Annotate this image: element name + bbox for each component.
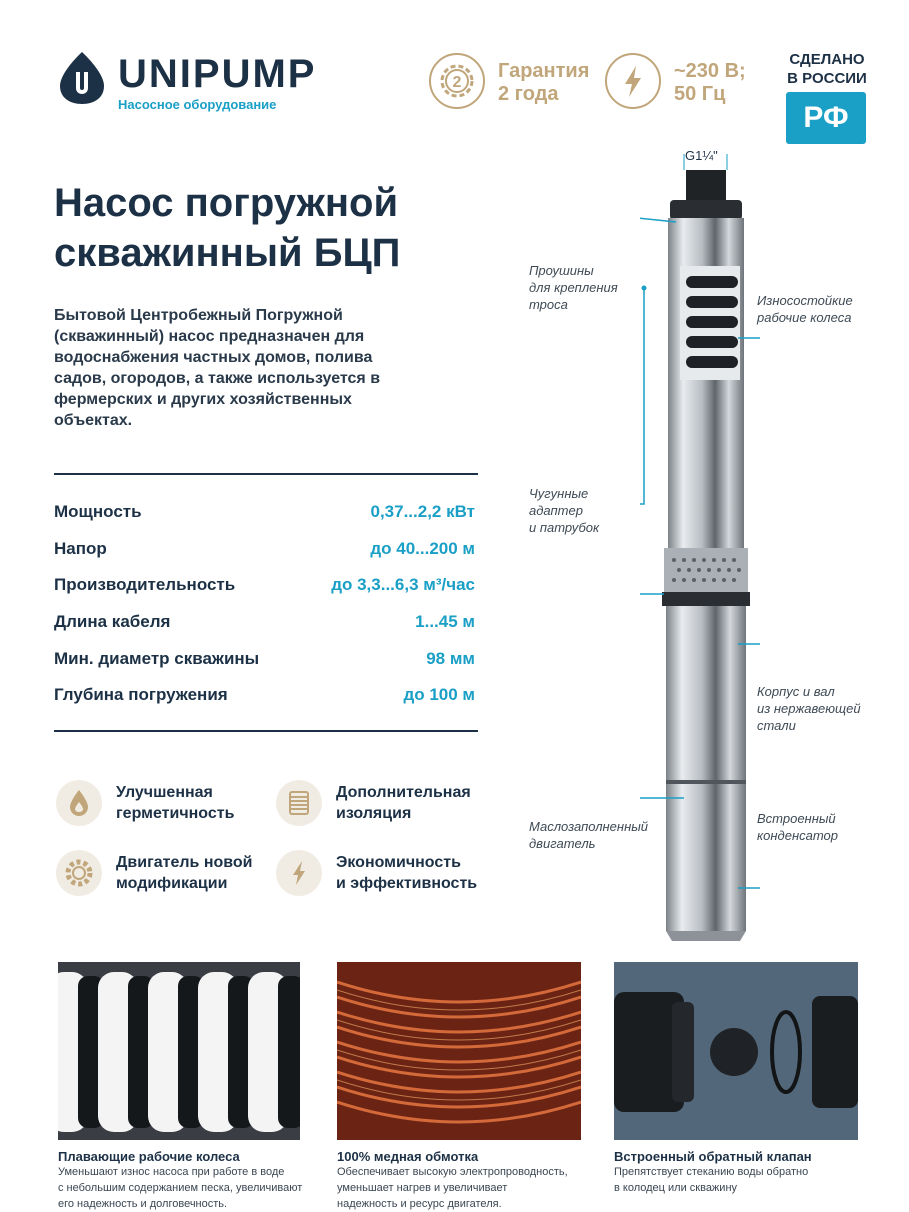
callout-line: для крепления [529, 280, 618, 295]
feature-line1: Дополнительная [336, 784, 471, 801]
callout-line: и патрубок [529, 520, 600, 535]
caption-title: Встроенный обратный клапан [614, 1149, 812, 1164]
spec-value: до 100 м [403, 685, 475, 704]
caption-desc-line: в колодец или скважину [614, 1182, 738, 1194]
specs-top-divider [54, 473, 478, 475]
callout-line: Износостойкие [757, 293, 853, 308]
spec-row [54, 677, 475, 713]
callout-line: Маслозаполненный [529, 819, 649, 834]
caption-desc-line: уменьшает нагрев и увеличивает [337, 1182, 508, 1194]
callout-line: Встроенный [757, 811, 836, 826]
title-line1: Насос погружной [54, 181, 399, 225]
water-drop-icon [56, 780, 102, 826]
photo-caption-impellers [58, 1149, 328, 1212]
caption-title: 100% медная обмотка [337, 1149, 479, 1164]
feature-efficiency [336, 852, 477, 894]
feature-line1: Улучшенная [116, 784, 213, 801]
caption-desc-line: Препятствует стеканию воды обратно [614, 1166, 809, 1178]
specs-bottom-divider [54, 730, 478, 732]
feature-insulation [336, 782, 471, 824]
callout-capacitor [757, 810, 838, 844]
pump-illustration [640, 140, 760, 945]
callout-line: рабочие колеса [757, 310, 852, 325]
coil-icon [276, 780, 322, 826]
spec-row [54, 531, 475, 567]
warranty-line2: 2 года [498, 83, 559, 105]
motor-gear-icon [56, 850, 102, 896]
callout-line: Проушины [529, 263, 594, 278]
lightning-icon [276, 850, 322, 896]
feature-sealing [116, 782, 234, 824]
callout-motor [529, 818, 648, 852]
brand-logo [54, 50, 110, 106]
spec-value: 98 мм [426, 649, 475, 668]
feature-line2: герметичность [116, 805, 235, 822]
spec-label: Производительность [54, 575, 236, 594]
spec-row [54, 641, 475, 677]
made-in-russia [784, 50, 870, 88]
made-in-line1: СДЕЛАНО [789, 51, 865, 68]
feature-line2: модификации [116, 875, 228, 892]
lightning-icon [604, 52, 662, 110]
copper-winding-photo [337, 962, 581, 1140]
brand-name: UNIPUMP [118, 52, 317, 96]
callout-line: конденсатор [757, 828, 838, 843]
callout-line: из нержавеющей [757, 701, 861, 716]
spec-label: Напор [54, 539, 107, 558]
callout-body [757, 683, 861, 734]
made-in-line2: В РОССИИ [787, 70, 867, 87]
spec-value: 1...45 м [415, 612, 475, 631]
caption-title: Плавающие рабочие колеса [58, 1149, 240, 1164]
page-title [54, 178, 400, 278]
rf-badge: РФ [786, 92, 866, 144]
spec-value: 0,37...2,2 кВт [370, 502, 475, 521]
callout-line: стали [757, 718, 796, 733]
brand-tagline: Насосное оборудование [118, 97, 277, 112]
caption-desc-line: с небольшим содержанием песка, увеличивают [58, 1182, 303, 1194]
power-line1: ~230 В; [674, 60, 746, 82]
caption-desc-line: Уменьшают износ насоса при работе в воде [58, 1166, 285, 1178]
warranty-badge-text [498, 60, 589, 106]
callout-impellers [757, 292, 853, 326]
spec-label: Мин. диаметр скважины [54, 649, 260, 668]
spec-label: Длина кабеля [54, 612, 171, 631]
callout-line: адаптер [529, 503, 583, 518]
callout-line: троса [529, 297, 568, 312]
gear-2-icon [428, 52, 486, 110]
title-line2: скважинный БЦП [54, 231, 401, 275]
feature-line1: Двигатель новой [116, 854, 253, 871]
spec-row [54, 567, 475, 603]
feature-line2: и эффективность [336, 875, 478, 892]
spec-value: до 40...200 м [370, 539, 475, 558]
warranty-number: 2 [452, 74, 462, 91]
spec-label: Глубина погружения [54, 685, 228, 704]
thread-size-label: G1¼" [685, 148, 718, 163]
callout-line: двигатель [529, 836, 596, 851]
callout-line: Чугунные [529, 486, 589, 501]
caption-desc-line: надежность и ресурс двигателя. [337, 1198, 502, 1210]
callout-lugs [529, 262, 618, 313]
feature-line2: изоляция [336, 805, 412, 822]
photo-caption-valve [614, 1149, 884, 1196]
feature-motor [116, 852, 252, 894]
spec-label: Мощность [54, 502, 142, 521]
caption-desc-line: Обеспечивает высокую электропроводность, [337, 1166, 568, 1178]
power-badge-text [674, 60, 746, 106]
check-valve-photo [614, 962, 858, 1140]
spec-row [54, 494, 475, 530]
caption-desc-line: его надежность и долговечность. [58, 1198, 228, 1210]
feature-line1: Экономичность [336, 854, 461, 871]
callout-adapter [529, 485, 599, 536]
spec-value: до 3,3...6,3 м³/час [331, 575, 475, 594]
callout-line: Корпус и вал [757, 684, 835, 699]
impellers-photo [58, 962, 300, 1140]
unipump-drop-icon [54, 50, 110, 106]
product-description: Бытовой Центробежный Погружной (скважинный) насос предназначен для водоснабжения частных домов, полива садов, огородов, а также используется в фермерских и других хозяйственных объектах. [54, 307, 381, 429]
power-line2: 50 Гц [674, 83, 726, 105]
warranty-line1: Гарантия [498, 60, 590, 82]
spec-row [54, 604, 475, 640]
photo-caption-winding [337, 1149, 607, 1212]
